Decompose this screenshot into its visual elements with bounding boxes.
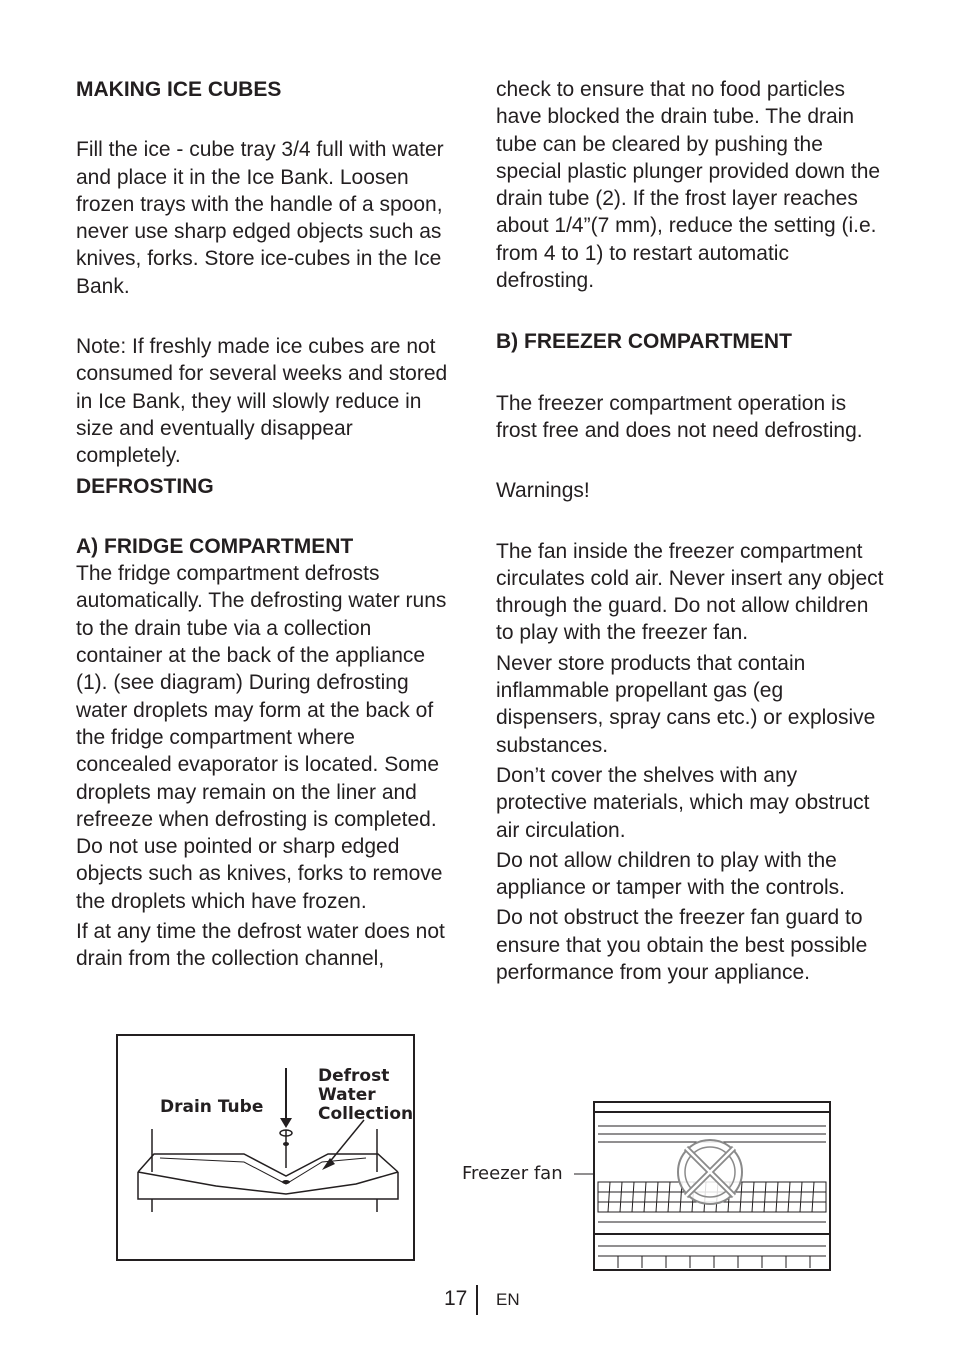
warning-shelves: Don’t cover the shelves with any protective materials, which may obstruct air circulation.	[496, 763, 870, 842]
freezer-paragraph: The freezer compartment operation is frost free and does not need defrosting.	[496, 391, 863, 442]
language-code: EN	[496, 1290, 520, 1309]
warning-propellant: Never store products that contain inflammable propellant gas (eg dispensers, spray cans etc.) or explosive substances.	[496, 651, 876, 757]
collection-label-line2: Water	[318, 1085, 376, 1105]
page-footer	[0, 1285, 954, 1315]
collection-label-line1: Defrost	[318, 1066, 390, 1086]
fridge-drain-paragraph: If at any time the defrost water does not drain from the collection channel,	[76, 920, 445, 971]
fridge-compartment-heading: A) FRIDGE COMPARTMENT	[76, 534, 354, 558]
defrosting-heading: DEFROSTING	[76, 474, 214, 498]
drain-check-paragraph: check to ensure that no food particles have blocked the drain tube. The drain tube can be cleared by pushing the special plastic plunger provided down the drain tube (2). If the frost layer reaches about 1/4”(7 mm), reduce the setting (i.e. from 4 to 1) to restart automatic defrosting.	[496, 78, 881, 293]
fan-guard-icon	[678, 1140, 742, 1204]
warning-children: Do not allow children to play with the appliance or tamper with the controls.	[496, 848, 846, 900]
drain-tube-label: Drain Tube	[160, 1097, 264, 1117]
making-ice-heading: MAKING ICE CUBES	[76, 78, 282, 101]
making-ice-note: Note: If freshly made ice cubes are not consumed for several weeks and stored in Ice Bank, they will slowly reduce in size and eventually disappear completely.	[76, 335, 448, 468]
freezer-fan-label: Freezer fan	[462, 1163, 563, 1184]
footer-divider	[476, 1285, 478, 1315]
right-column	[496, 76, 886, 986]
freezer-compartment-heading: B) FREEZER COMPARTMENT	[496, 330, 792, 354]
collection-label-line3: Collection	[318, 1104, 414, 1124]
left-column	[76, 76, 456, 973]
drain-tube-diagram	[116, 1034, 416, 1262]
making-ice-paragraph: Fill the ice - cube tray 3/4 full with water and place it in the Ice Bank. Loosen frozen trays with the handle of a spoon, never use sharp edged objects such as knives, forks. Store ice-cubes in the Ice Bank.	[76, 138, 444, 298]
warning-fan-guard: Do not obstruct the freezer fan guard to ensure that you obtain the best possible performance from your appliance.	[496, 906, 868, 985]
page-number: 17	[444, 1287, 468, 1310]
freezer-fan-diagram	[458, 1098, 838, 1274]
warnings-heading: Warnings!	[496, 479, 590, 503]
warning-fan: The fan inside the freezer compartment circulates cold air. Never insert any object through the guard. Do not allow children to play with the freezer fan.	[496, 539, 884, 645]
fridge-defrost-paragraph: The fridge compartment defrosts automatically. The defrosting water runs to the drain tube via a collection container at the back of the appliance (1). (see diagram) During defrosting water droplets may form at the back of the fridge compartment where concealed evaporator is located. Some droplets may remain on the liner and refreeze when defrosting is completed. Do not use pointed or sharp edged objects such as knives, forks to remove the droplets which have frozen.	[76, 562, 447, 913]
